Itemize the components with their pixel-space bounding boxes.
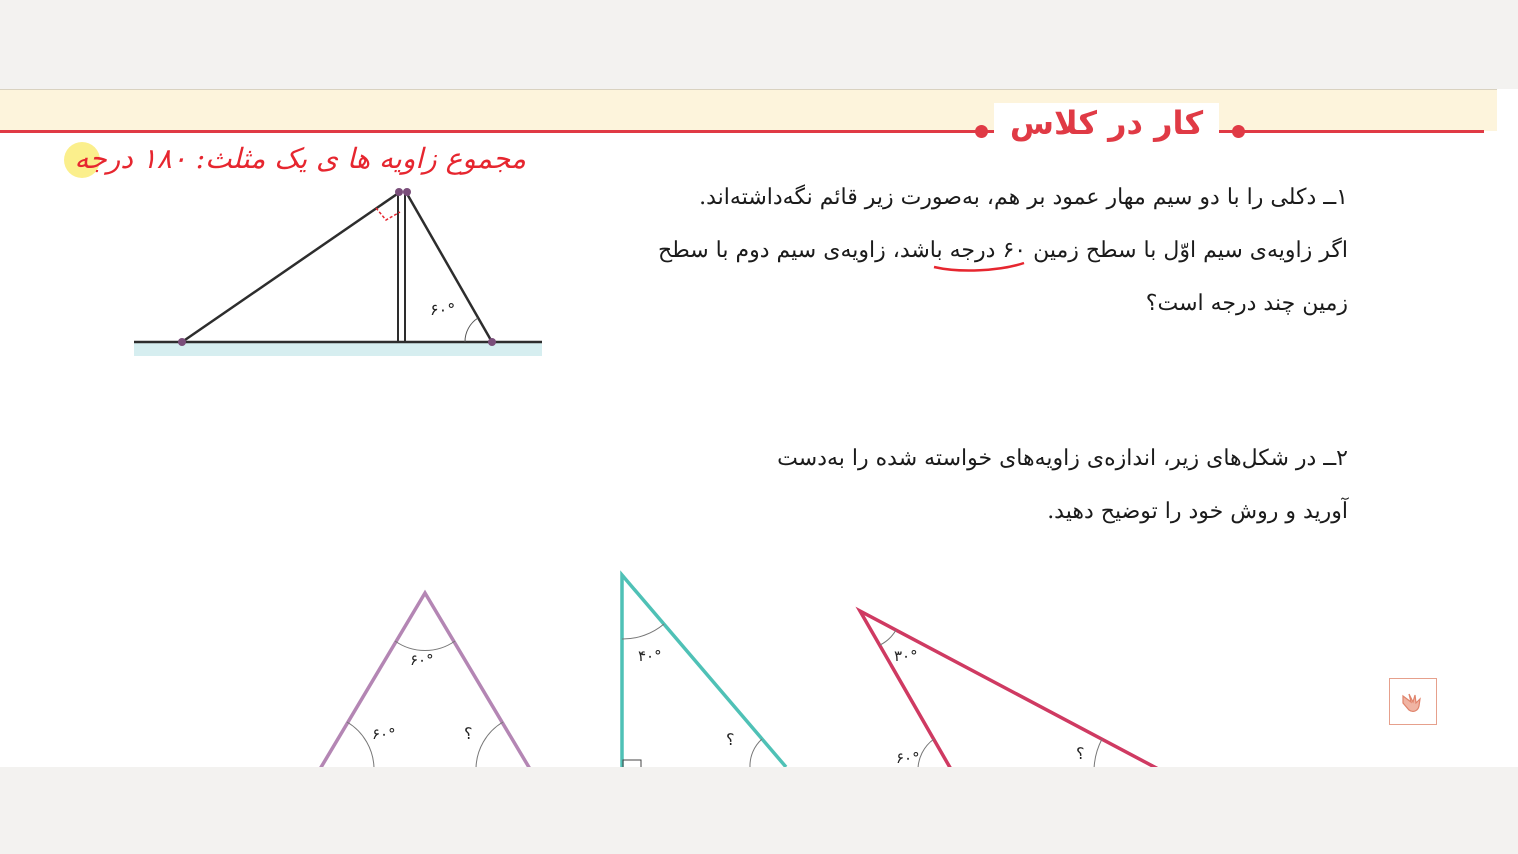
- pointer-tool-button[interactable]: [1389, 678, 1437, 725]
- triangle-2-right-label: ؟: [726, 730, 735, 749]
- header-rule: [0, 130, 1484, 133]
- triangle-3-top-label: ۳۰°: [894, 647, 918, 665]
- wire-anchor-right: [488, 338, 496, 346]
- triangle-1-right-arc: [476, 722, 503, 767]
- triangle-1: [300, 579, 550, 767]
- hand-pointer-icon: [1400, 690, 1426, 714]
- question-1-line: زمین چند درجه است؟: [1145, 291, 1348, 316]
- wire-anchor-left: [178, 338, 186, 346]
- triangle-2-top-label: ۴۰°: [638, 647, 662, 665]
- question-2-line: ۲ــ در شکل‌های زیر، اندازه‌ی زاویه‌های خواسته شده را به‌دست: [777, 446, 1348, 471]
- underline-annotation: [930, 259, 1030, 275]
- right-angle-square: [623, 760, 641, 767]
- top-letterbox: [0, 0, 1518, 89]
- triangle-1-right-label: ؟: [464, 724, 473, 743]
- triangle-2: [610, 567, 800, 767]
- tower-top-left: [395, 188, 403, 196]
- tower-figure: [130, 184, 550, 364]
- triangle-1-top-label: ۶۰°: [410, 651, 434, 669]
- triangle-1-left-label: ۶۰°: [372, 725, 396, 743]
- section-title: کار در کلاس: [994, 103, 1219, 143]
- triangle-3: [850, 601, 1180, 767]
- question-2-line: آورید و روش خود را توضیح دهید.: [1047, 499, 1348, 524]
- triangle-3-top-arc: [880, 630, 896, 645]
- triangle-3-left-label: ۶۰°: [896, 749, 920, 767]
- triangle-2-top-arc: [622, 624, 664, 639]
- tower-top-right: [403, 188, 411, 196]
- angle-label: ۶۰°: [430, 300, 456, 319]
- right-angle-marker: [376, 208, 400, 220]
- handwritten-annotation: مجموع زاویه ها ی یک مثلث: ۱۸۰ درجه: [74, 142, 526, 175]
- triangle-1-sides: [320, 593, 530, 767]
- bottom-letterbox: [0, 767, 1518, 854]
- first-wire: [182, 192, 400, 342]
- triangle-3-sides: [860, 611, 1162, 767]
- question-2: [628, 432, 1348, 538]
- header-band: [0, 89, 1497, 131]
- triangle-3-right-label: ؟: [1076, 744, 1085, 763]
- question-1-line: ۱ــ دکلی را با دو سیم مهار عمود بر هم، به‌صورت زیر قائم نگه‌داشته‌اند.: [699, 185, 1348, 210]
- textbook-page: [0, 89, 1518, 767]
- triangle-3-right-arc: [1094, 739, 1102, 767]
- angle-arc: [465, 318, 478, 342]
- header-dot-left: [975, 125, 988, 138]
- triangle-1-left-arc: [347, 722, 374, 767]
- triangle-3-left-arc: [918, 739, 934, 767]
- question-1: [628, 171, 1348, 330]
- triangle-2-right-arc: [750, 739, 762, 767]
- question-1-line: اگر زاویه‌ی سیم اوّل با سطح زمین ۶۰ درجه باشد، زاویه‌ی سیم دوم با سطح: [658, 238, 1348, 263]
- triangle-2-sides: [622, 575, 786, 767]
- header-dot-right: [1232, 125, 1245, 138]
- ground: [134, 342, 542, 356]
- second-wire: [406, 192, 492, 342]
- triangle-1-top-arc: [395, 641, 455, 651]
